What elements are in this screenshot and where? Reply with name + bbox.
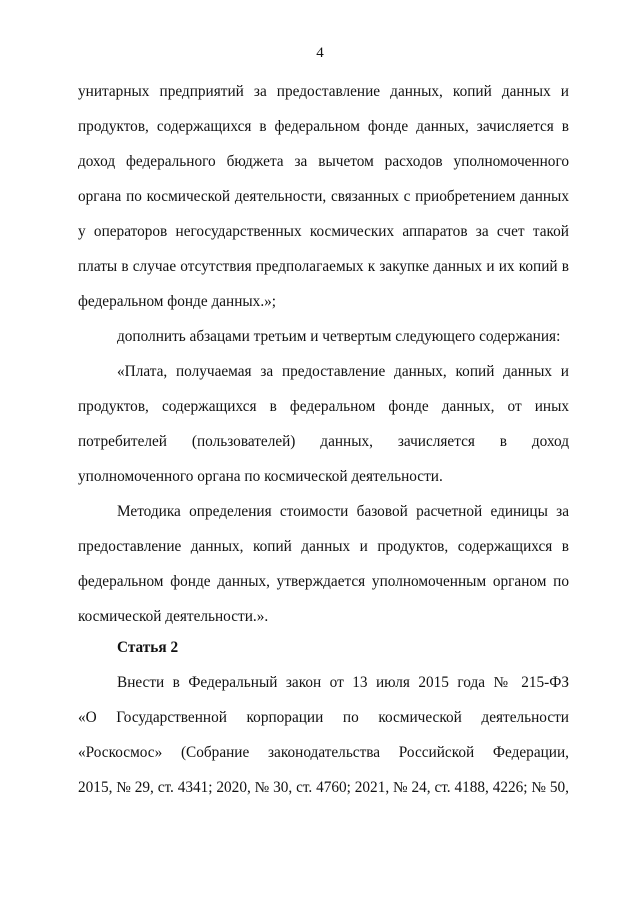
body-line: федеральном фонде данных.»; xyxy=(78,293,277,310)
body-line: продуктов, содержащихся в федеральном фонде данных, от иных xyxy=(78,398,569,415)
body-line: Внести в Федеральный закон от 13 июля 2015 года № 215-ФЗ xyxy=(117,674,569,691)
body-line: потребителей (пользователей) данных, зачисляется в доход xyxy=(78,433,569,450)
body-line: платы в случае отсутствия предполагаемых к закупке данных и их копий в xyxy=(78,258,569,275)
body-line: унитарных предприятий за предоставление данных, копий данных и xyxy=(78,83,569,100)
body-line: космической деятельности.». xyxy=(78,608,269,625)
body-line: «Плата, получаемая за предоставление данных, копий данных и xyxy=(117,363,569,380)
body-line: у операторов негосударственных космических аппаратов за счет такой xyxy=(78,223,569,240)
body-line: «О Государственной корпорации по космической деятельности xyxy=(78,709,569,726)
body-line: дополнить абзацами третьим и четвертым следующего содержания: xyxy=(117,328,561,345)
body-line: доход федерального бюджета за вычетом расходов уполномоченного xyxy=(78,153,569,170)
body-line: Методика определения стоимости базовой расчетной единицы за xyxy=(117,503,569,520)
body-line: «Роскосмос» (Собрание законодательства Российской Федерации, xyxy=(78,744,569,761)
body-line: органа по космической деятельности, связанных с приобретением данных xyxy=(78,188,569,205)
body-line: предоставление данных, копий данных и продуктов, содержащихся в xyxy=(78,538,569,555)
article-heading: Статья 2 xyxy=(117,639,179,656)
body-line: уполномоченного органа по космической деятельности. xyxy=(78,468,443,485)
body-line: 2015, № 29, ст. 4341; 2020, № 30, ст. 4760; 2021, № 24, ст. 4188, 4226; № 50, xyxy=(78,779,569,796)
page-number: 4 xyxy=(316,45,324,61)
body-line: федеральном фонде данных, утверждается уполномоченным органом по xyxy=(78,573,569,590)
body-line: продуктов, содержащихся в федеральном фонде данных, зачисляется в xyxy=(78,118,569,135)
